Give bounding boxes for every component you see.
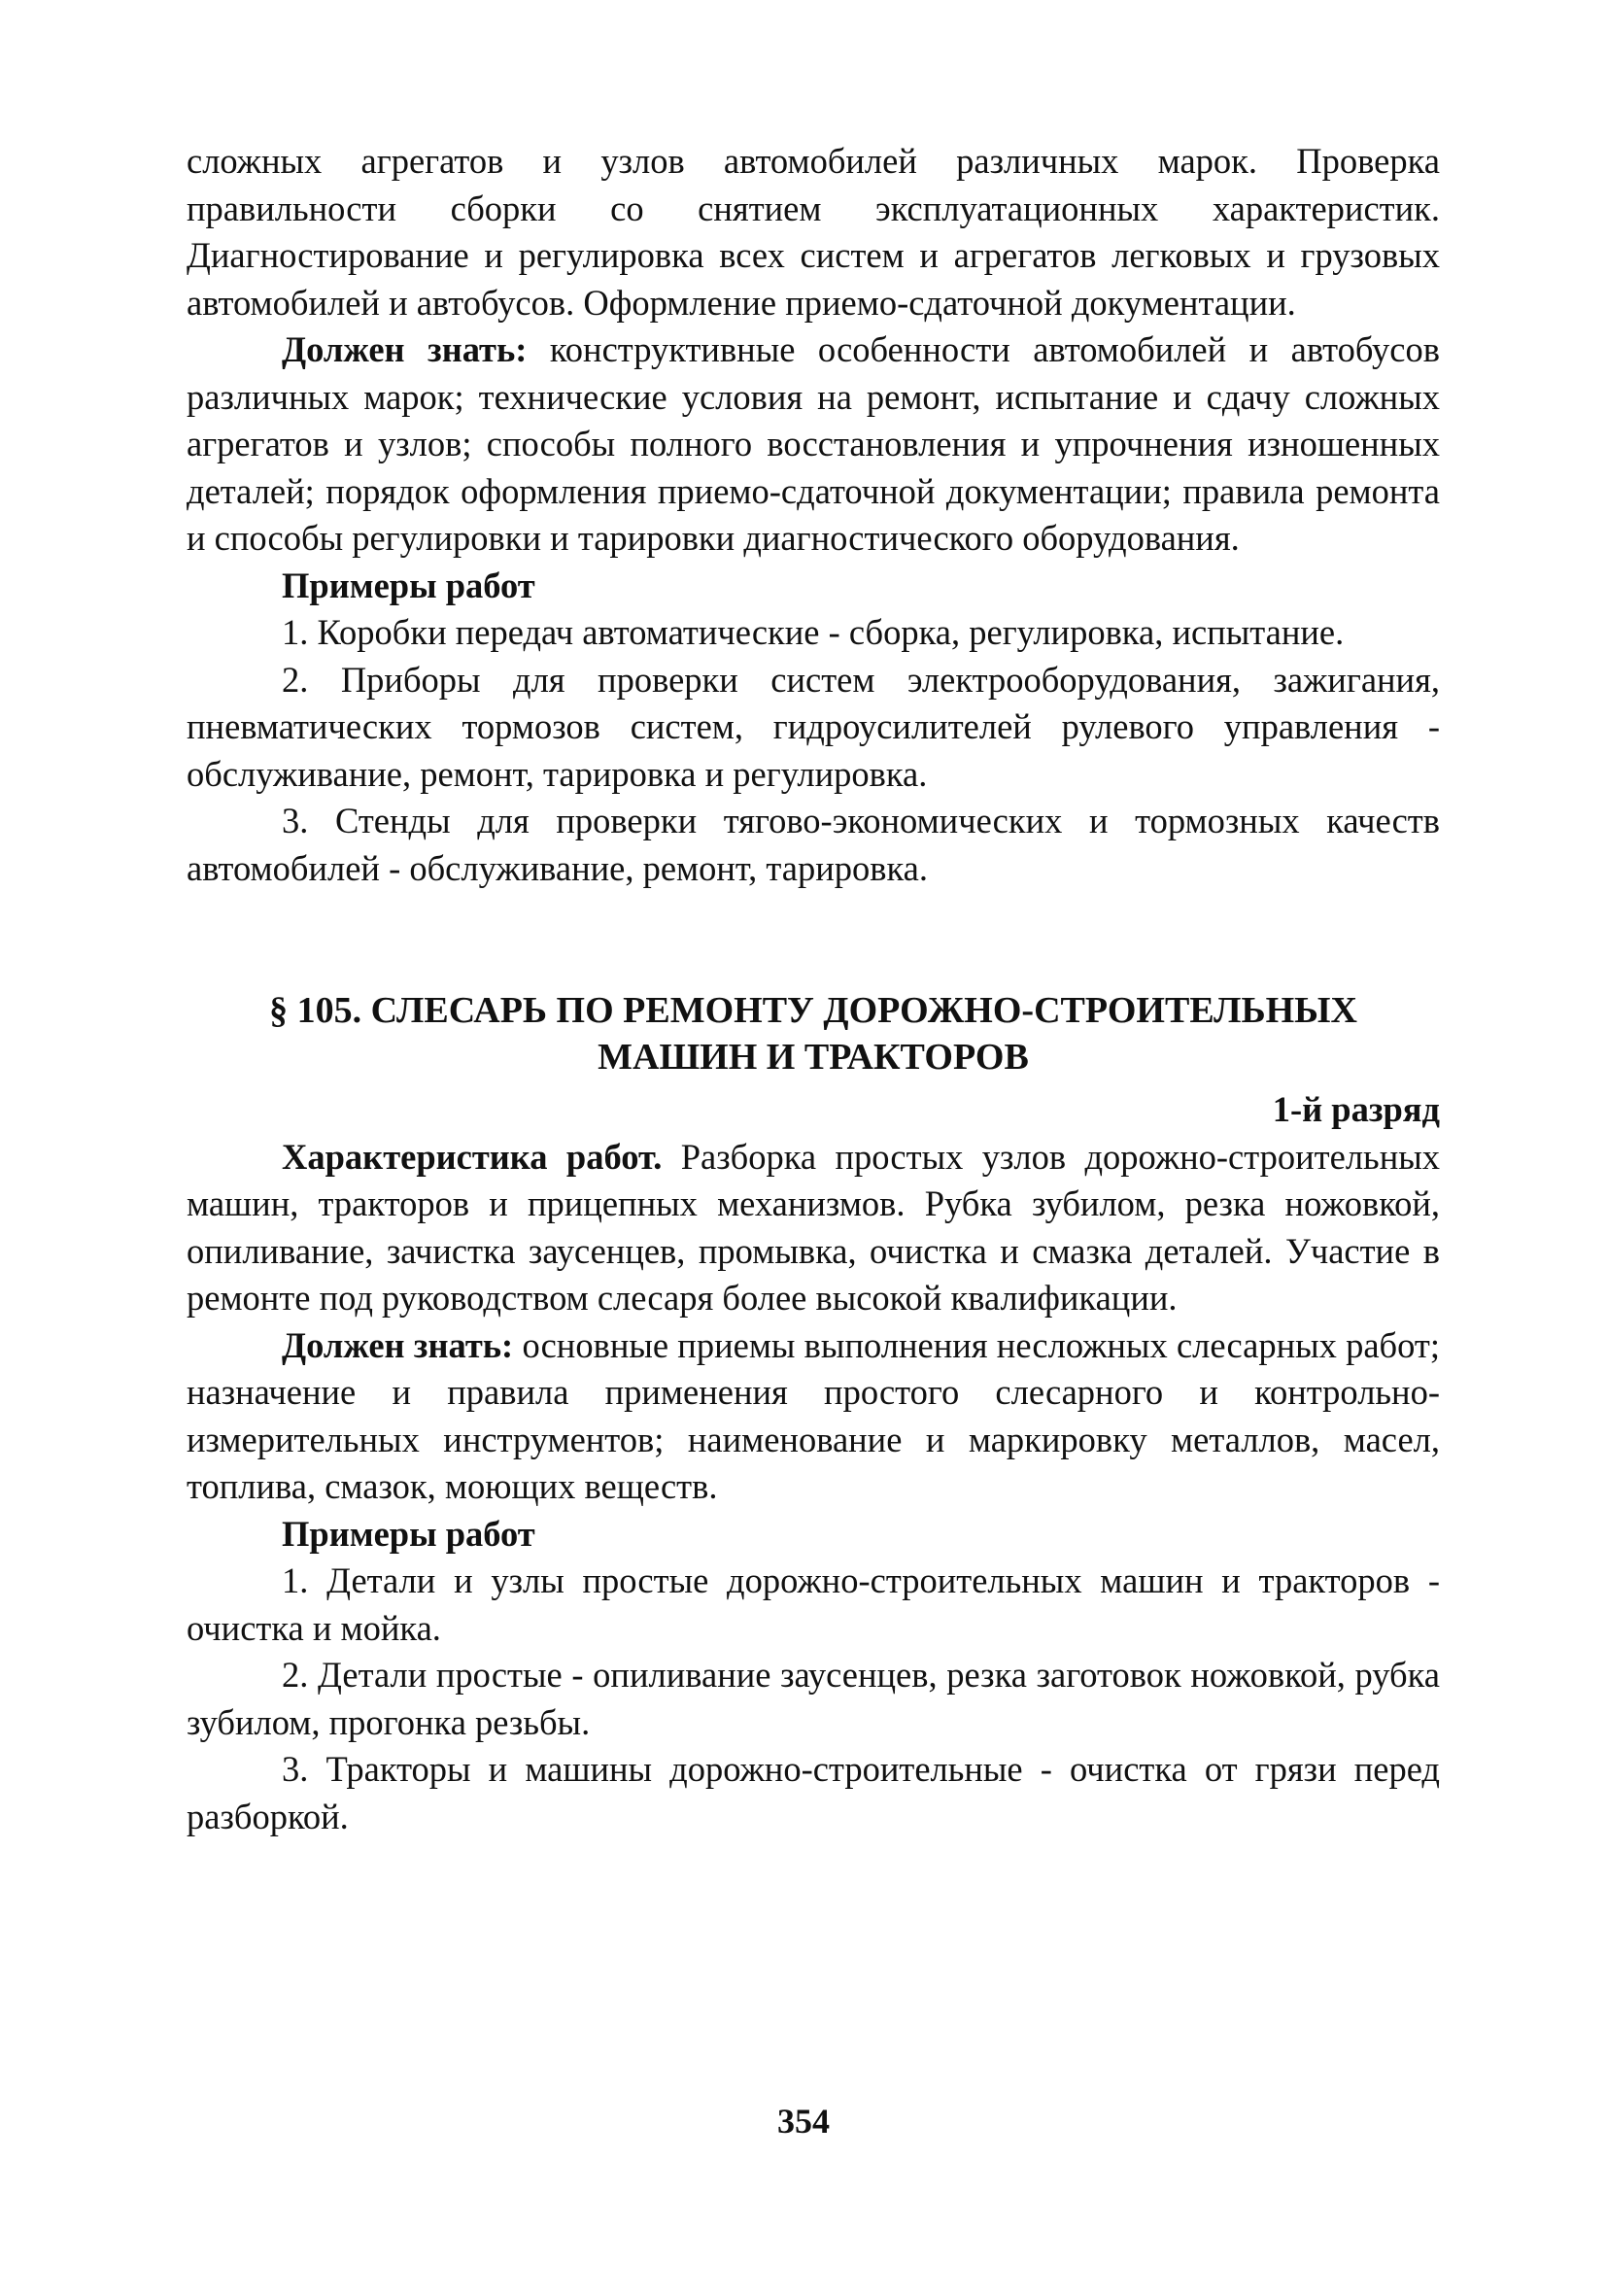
examples-heading: Примеры работ <box>282 1513 535 1554</box>
example-item: 2. Детали простые - опиливание заусенцев, резка заготовок ножовкой, рубка зубилом, прогонка резьбы. <box>187 1655 1440 1742</box>
section-title <box>187 987 1440 1080</box>
document-page <box>187 138 1440 1840</box>
examples-heading: Примеры работ <box>282 565 535 605</box>
must-know-paragraph <box>187 326 1440 563</box>
example-item: 1. Детали и узлы простые дорожно-строительных машин и тракторов - очистка и мойка. <box>187 1560 1440 1648</box>
example-item: 3. Стенды для проверки тягово-экономических и тормозных качеств автомобилей - обслуживание, ремонт, тарировка. <box>187 801 1440 888</box>
must-know-paragraph <box>187 1322 1440 1511</box>
section-title-line: § 105. СЛЕСАРЬ ПО РЕМОНТУ ДОРОЖНО-СТРОИТЕЛЬНЫХ <box>269 990 1357 1031</box>
example-item: 3. Тракторы и машины дорожно-строительные - очистка от грязи перед разборкой. <box>187 1749 1440 1836</box>
section-title-line: МАШИН И ТРАКТОРОВ <box>598 1037 1029 1078</box>
characteristic-text: Разборка простых узлов дорожно-строительных машин, тракторов и прицепных механизмов. Рубка зубилом, резка ножовкой, опиливание, зачистка заусенцев, промывка, очистка и смазка деталей. Участие в ремонте под руководством слесаря более высокой квалификации. <box>187 1136 1440 1318</box>
page-number: 354 <box>777 2102 830 2141</box>
example-item: 1. Коробки передач автоматические - сборка, регулировка, испытание. <box>282 612 1345 652</box>
must-know-text: конструктивные особенности автомобилей и автобусов различных марок; технические условия на ремонт, испытание и сдачу сложных агрегатов и узлов; способы полного восстановления и упрочнения изношенных деталей; порядок оформления приемо-сдаточной документации; правила ремонта и способы регулировки и тарировки диагностического оборудования. <box>187 329 1440 558</box>
grade-label: 1-й разряд <box>1272 1089 1440 1129</box>
must-know-label: Должен знать: <box>282 1324 514 1365</box>
example-item: 2. Приборы для проверки систем электрооборудования, зажигания, пневматических тормозов систем, гидроусилителей рулевого управления - обслуживание, ремонт, тарировка и регулировка. <box>187 659 1440 794</box>
must-know-label: Должен знать: <box>282 329 528 369</box>
characteristic-paragraph <box>187 1134 1440 1322</box>
characteristic-label: Характеристика работ. <box>282 1136 663 1177</box>
continuation-paragraph: сложных агрегатов и узлов автомобилей различных марок. Проверка правильности сборки со снятием эксплуатационных характеристик. Диагностирование и регулировка всех систем и агрегатов легковых и грузовых автомобилей и автобусов. Оформление приемо-сдаточной документации. <box>187 141 1440 323</box>
must-know-text: основные приемы выполнения несложных слесарных работ; назначение и правила применения простого слесарного и контрольно-измерительных инструментов; наименование и маркировку металлов, масел, топлива, смазок, моющих веществ. <box>187 1324 1440 1506</box>
